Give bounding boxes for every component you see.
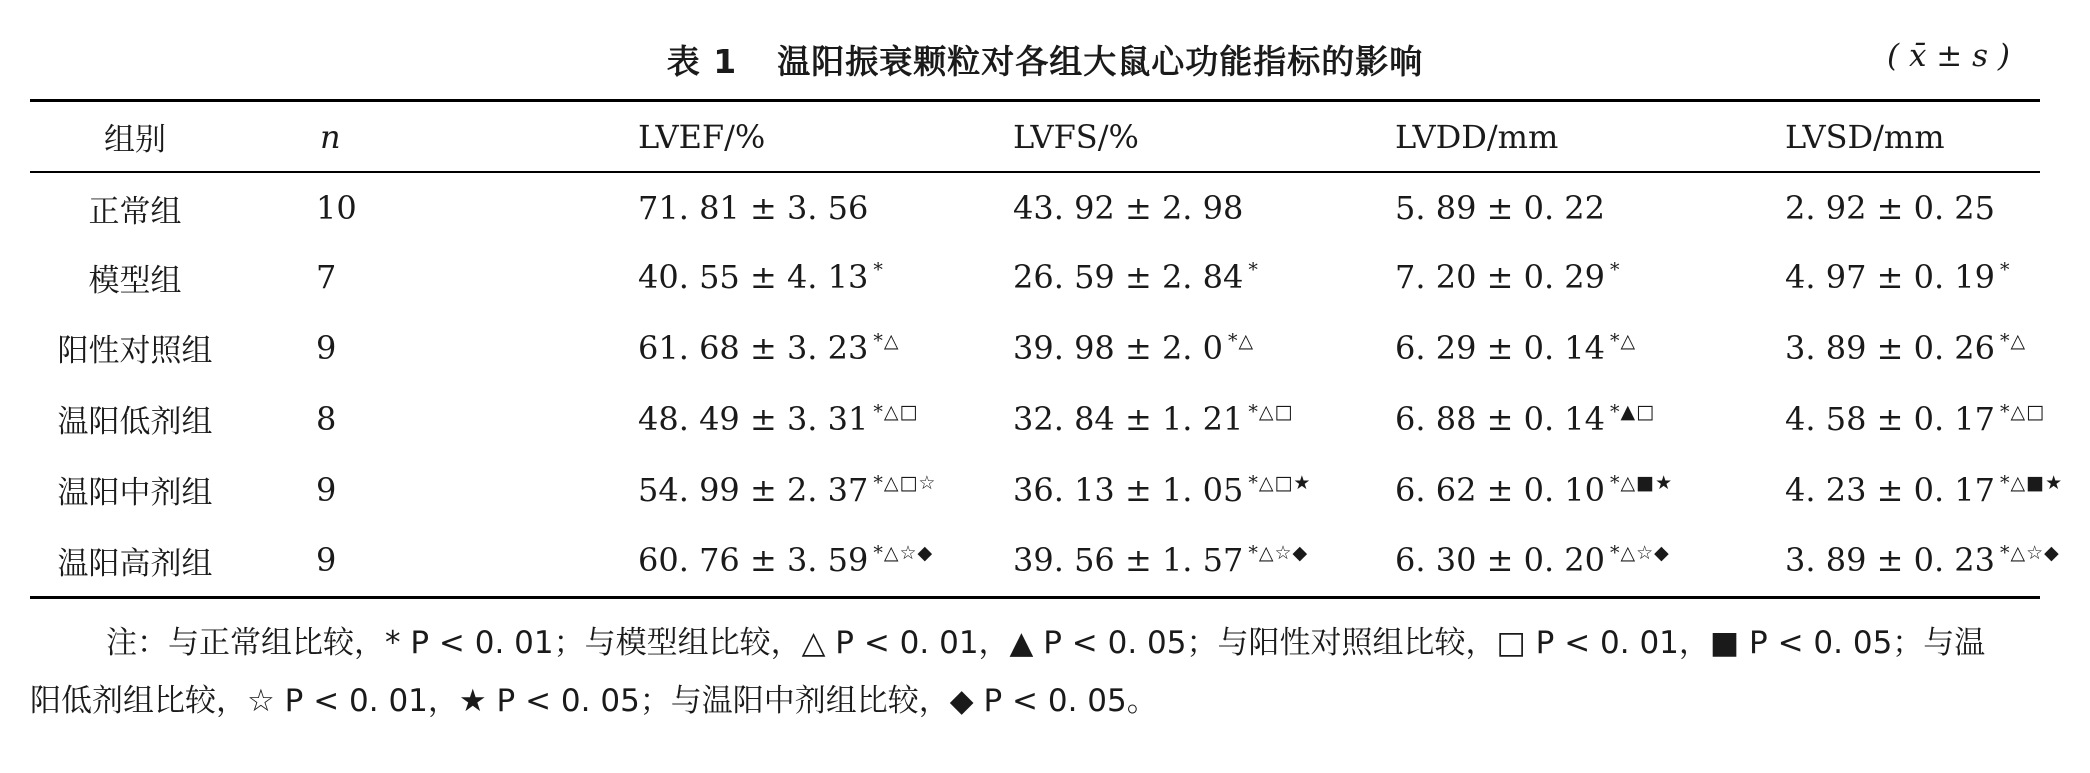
group-name: 正常组 <box>88 193 182 230</box>
header-lvfs: LVFS/% <box>1013 117 1139 156</box>
header-group: 组别 <box>104 122 166 158</box>
lvsd-value: 3. 89 ± 0. 23 <box>1785 541 1995 580</box>
lvef-cell <box>530 171 910 242</box>
lvsd-value: 2. 92 ± 0. 25 <box>1785 189 1995 228</box>
lvef-marker: *△□ <box>873 400 919 423</box>
group-name: 温阳中剂组 <box>57 475 213 512</box>
sample-size: 7 <box>316 258 337 297</box>
lvsd-cell <box>1680 525 2060 596</box>
lvdd-value: 5. 89 ± 0. 22 <box>1395 189 1605 228</box>
lvsd-marker: * <box>2000 259 2011 282</box>
lvfs-marker: *△□★ <box>1248 471 1312 494</box>
table-row <box>30 525 2040 596</box>
lvfs-value: 36. 13 ± 1. 05 <box>1013 470 1244 509</box>
lvsd-cell <box>1680 313 2040 384</box>
lvsd-value: 3. 89 ± 0. 26 <box>1785 328 1995 367</box>
group-name: 阳性对照组 <box>57 333 213 370</box>
lvdd-value: 6. 62 ± 0. 10 <box>1395 470 1605 509</box>
lvef-value: 40. 55 ± 4. 13 <box>638 258 869 297</box>
sample-size: 8 <box>316 399 337 438</box>
table-row <box>30 171 2040 242</box>
lvef-cell <box>530 242 910 313</box>
lvef-marker: * <box>873 259 884 282</box>
lvfs-cell <box>910 171 1295 242</box>
lvef-value: 48. 49 ± 3. 31 <box>638 399 869 438</box>
lvsd-marker: *△ <box>2000 329 2027 352</box>
lvef-value: 61. 68 ± 3. 23 <box>638 328 869 367</box>
table-row <box>30 313 2040 384</box>
lvfs-cell <box>910 454 1312 525</box>
lvsd-cell <box>1680 383 2046 454</box>
lvsd-value: 4. 23 ± 0. 17 <box>1785 470 1995 509</box>
header-n: n <box>320 117 341 156</box>
lvdd-marker: *△■★ <box>1610 471 1674 494</box>
lvdd-cell <box>1295 454 1680 525</box>
lvef-marker: *△□☆ <box>873 471 937 494</box>
lvdd-marker: *▲□ <box>1610 400 1656 423</box>
lvsd-marker: *△□ <box>2000 400 2046 423</box>
lvfs-marker: * <box>1248 259 1259 282</box>
lvfs-marker: *△ <box>1228 329 1255 352</box>
bottom-rule <box>30 596 2040 599</box>
sample-size: 9 <box>316 541 337 580</box>
lvef-value: 60. 76 ± 3. 59 <box>638 541 869 580</box>
lvfs-value: 26. 59 ± 2. 84 <box>1013 258 1244 297</box>
lvdd-value: 6. 29 ± 0. 14 <box>1395 328 1605 367</box>
lvfs-marker: *△☆◆ <box>1248 542 1309 565</box>
lvef-value: 71. 81 ± 3. 56 <box>638 189 869 228</box>
note-line-2: 阳低剂组比较，☆ P < 0. 01，★ P < 0. 05；与温阳中剂组比较，◆ P < 0. 05。 <box>30 683 1158 719</box>
lvsd-cell <box>1680 242 2040 313</box>
header-lvdd: LVDD/mm <box>1395 117 1559 156</box>
lvdd-cell <box>1295 383 1680 454</box>
lvdd-value: 7. 20 ± 0. 29 <box>1395 258 1605 297</box>
lvfs-value: 43. 92 ± 2. 98 <box>1013 189 1244 228</box>
header-lvef: LVEF/% <box>638 117 766 156</box>
lvdd-value: 6. 88 ± 0. 14 <box>1395 399 1605 438</box>
lvef-cell <box>530 383 919 454</box>
lvef-value: 54. 99 ± 2. 37 <box>638 470 869 509</box>
lvdd-marker: *△☆◆ <box>1610 542 1670 565</box>
table-title-text: 温阳振衰颗粒对各组大鼠心功能指标的影响 <box>777 42 1424 81</box>
lvdd-cell <box>1295 242 1680 313</box>
lvfs-cell <box>910 313 1295 384</box>
lvdd-value: 6. 30 ± 0. 20 <box>1395 541 1605 580</box>
lvsd-value: 4. 97 ± 0. 19 <box>1785 258 1995 297</box>
lvfs-value: 39. 98 ± 2. 0 <box>1013 328 1223 367</box>
lvdd-cell <box>1295 313 1680 384</box>
lvfs-value: 39. 56 ± 1. 57 <box>1013 541 1244 580</box>
lvef-cell <box>530 313 910 384</box>
lvsd-cell <box>1680 454 2064 525</box>
table-row <box>30 383 2040 454</box>
header-row <box>30 102 2040 171</box>
table-unit: ( x̄ ± s ) <box>1887 38 2010 74</box>
lvdd-marker: *△ <box>1610 329 1637 352</box>
note-line-1: 注：与正常组比较，* P < 0. 01；与模型组比较，△ P < 0. 01，▲ P < 0. 05；与阳性对照组比较，□ P < 0. 01，■ P < 0. 05；与温 <box>106 625 1986 661</box>
lvfs-cell <box>910 242 1295 313</box>
lvsd-cell <box>1680 171 2040 242</box>
group-name: 模型组 <box>88 262 182 299</box>
table-row <box>30 242 2040 313</box>
lvsd-marker: *△■★ <box>2000 471 2064 494</box>
lvdd-cell <box>1295 525 1680 596</box>
sample-size: 10 <box>316 189 357 228</box>
lvdd-cell <box>1295 171 1680 242</box>
group-name: 温阳高剂组 <box>57 545 213 582</box>
lvef-marker: *△ <box>873 329 900 352</box>
lvfs-value: 32. 84 ± 1. 21 <box>1013 399 1244 438</box>
table-notes <box>30 614 2040 730</box>
sample-size: 9 <box>316 328 337 367</box>
table-caption <box>0 30 2090 90</box>
lvfs-cell <box>910 525 1309 596</box>
lvfs-cell <box>910 383 1295 454</box>
lvfs-marker: *△□ <box>1248 400 1294 423</box>
header-lvsd: LVSD/mm <box>1785 117 1945 156</box>
group-name: 温阳低剂组 <box>57 404 213 441</box>
data-table <box>30 102 2064 596</box>
lvsd-marker: *△☆◆ <box>2000 542 2060 565</box>
table-row <box>30 454 2040 525</box>
lvef-cell <box>530 525 934 596</box>
table-title <box>0 36 2090 83</box>
sample-size: 9 <box>316 470 337 509</box>
lvsd-value: 4. 58 ± 0. 17 <box>1785 399 1995 438</box>
lvdd-marker: * <box>1610 259 1621 282</box>
lvef-cell <box>530 454 937 525</box>
table-label: 表 1 <box>666 42 738 81</box>
lvef-marker: *△☆◆ <box>873 542 934 565</box>
